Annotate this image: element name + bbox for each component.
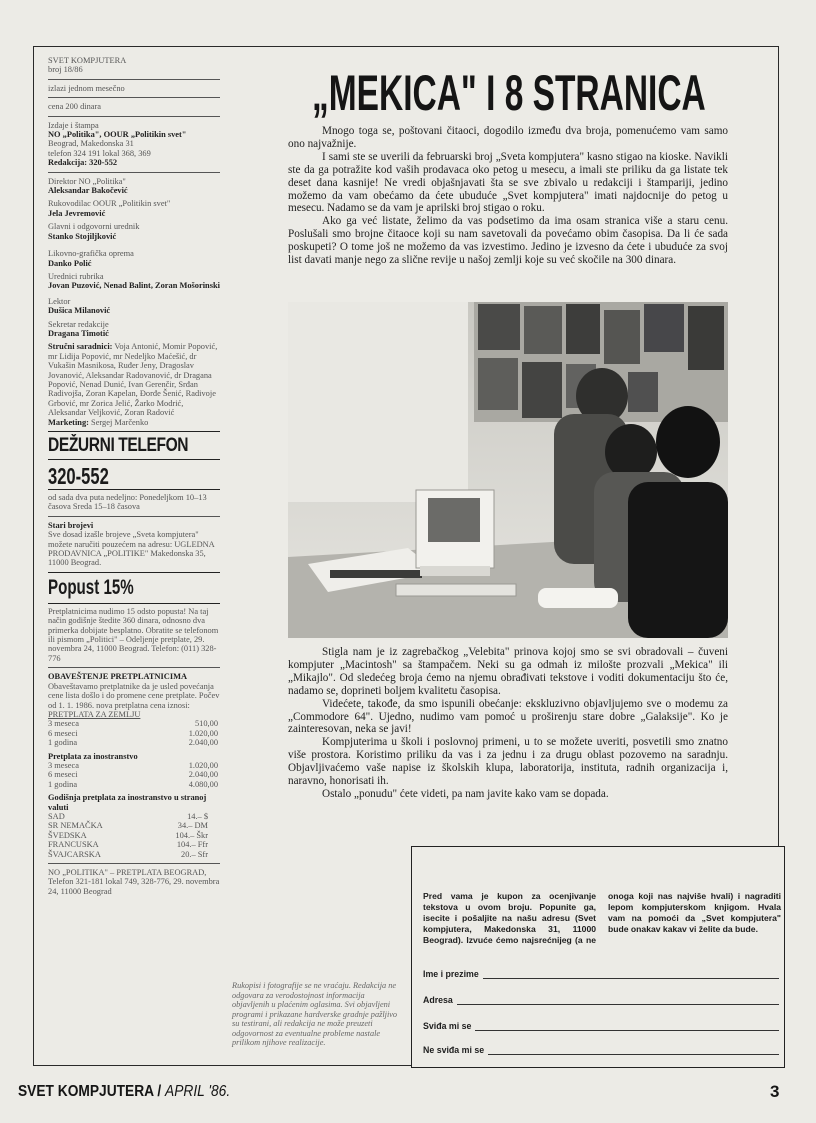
coupon-likes-field[interactable] [423, 1021, 779, 1031]
divider [48, 79, 220, 80]
art-name: Danko Polić [48, 258, 92, 268]
price-row: 3 meseca 510,00 [48, 719, 218, 729]
coupon-instructions: Pred vama je kupon za ocenjivanje tekstova u ovom broju. Popunite ga, isecite i pošaljite na našu adresu (Svet kompjutera, Makedonska 31, 11000 Beograd). Izvuće ćemo najsrećnijeg (a ne onoga koji nas najviše hvali) i nagraditi lepom kompjuterskom knjigom. Hvala vam na pomoći da „Svet kompjutera" bude onakav kakav vi želite da bude. [423, 891, 781, 945]
section-editors-label: Urednici rubrika [48, 271, 104, 281]
article-paragraph: Kompjuterima u školi i poslovnoj primeni, u to se možete uveriti, posvetili smo znatno više prostora. Koristimo priliku da vas i za jednu i za drugu oblast pozovemo na saradnju. Objavljivaćemo vaše napise iz školskih klupa, laboratorija, instituta, radnih organizacija i, naravno, honorisati ih. [288, 736, 728, 788]
proofreader-name: Dušica Milanović [48, 306, 111, 316]
subscription-address: NO „POLITIKA" – PRETPLATA BEOGRAD, Telefon 321-181 lokal 749, 328-776, 29. novembra 24, 11000 Beograd [48, 868, 220, 896]
foreign-title: Pretplata za inostranstvo [48, 751, 138, 761]
page-number: 3 [770, 1082, 780, 1101]
price-row: ŠVAJCARSKA 20.– Sfr [48, 849, 208, 859]
coupon-address-field[interactable] [423, 995, 779, 1005]
article-paragraph: Mnogo toga se, poštovani čitaoci, dogodilo između dva broja, pomenućemo vam samo ono najvažnije. [288, 125, 728, 150]
coupon-address-label: Adresa [423, 995, 453, 1005]
contributors-label: Stručni saradnici: [48, 342, 113, 352]
price-row: 6 meseci 1.020,00 [48, 728, 218, 738]
divider [48, 116, 220, 117]
price-row: SR NEMAČKA 34.– DM [48, 821, 208, 831]
editorial-phone: Redakcija: 320-552 [48, 158, 118, 168]
coupon-name-label: Ime i prezime [423, 969, 479, 979]
photo-computer-room [288, 302, 728, 638]
editor-name: Stanko Stojiljković [48, 231, 117, 241]
divider [48, 603, 220, 604]
divider [48, 459, 220, 460]
divider [48, 863, 220, 864]
divider [48, 172, 220, 173]
coupon-dislikes-label: Ne sviđa mi se [423, 1045, 485, 1055]
price-row: 1 godina 4.080,00 [48, 779, 218, 789]
divider [48, 489, 220, 490]
article-intro [288, 125, 728, 267]
article-headline: „MEKICA" I 8 STRANICA [312, 65, 706, 121]
impressum-issue: broj 18/86 [48, 65, 83, 75]
divider [48, 667, 220, 668]
ooUR-head-name: Jela Jevremović [48, 208, 106, 218]
coupon-likes-line[interactable] [475, 1023, 779, 1031]
marketing-label: Marketing: [48, 417, 89, 427]
duty-phone-title: DEŽURNI TELEFON [48, 435, 189, 456]
price-row: SAD 14.– $ [48, 811, 208, 821]
domestic-title: PRETPLATA ZA ZEMLJU [48, 709, 141, 719]
contributors-names: Voja Antonić, Momir Popović, mr Lidija Popović, mr Nedeljko Maćešić, dr Vukašin Masnikosa, Ruđer Jeny, Dragoslav Jovanović, Aleksandar Radovanović, dr Dragana Popović, Nenad Dunić, Ivan Gerenčir, Srđan Radivojša, Zoran Kapelan, Đorđe Šenić, Radivoje Grbović, mr Zorica Jelić, Žarko Modrić, Aleksandar Veljković, Zoran Radović [48, 342, 218, 418]
publisher-address: Beograd, Makedonska 31 [48, 139, 134, 149]
coupon-name-field[interactable] [423, 969, 779, 979]
secretary-name: Dragana Timotić [48, 328, 109, 338]
ooUR-head-label: Rukovodilac OOUR „Politikin svet" [48, 199, 171, 209]
discount-title: Popust 15% [48, 575, 134, 599]
secretary-label: Sekretar redakcije [48, 319, 109, 329]
coupon-likes-label: Sviđa mi se [423, 1021, 472, 1031]
price-row: ŠVEDSKA 104.– Škr [48, 830, 208, 840]
article-paragraph: Ako ga već listate, želimo da vas podsetimo da ima osam stranica više a staru cenu. Poslušali smo brojne čitaoce koji su nam savetovali da povećamo obim časopisa. Da li će sada poskupeti? O tome još ne možemo da vas izvestimo. Jedino je izvesno da ćete i ubuduće za svoj list davati manje nego za slične revije u našoj zemlji koje su već skočile na 300 dinara. [288, 215, 728, 267]
article-paragraph: I sami ste se uverili da februarski broj „Sveta kompjutera" kasno stigao na kioske. Navikli ste da ga potražite kod vaših prodavaca oko petog u mesecu, a imali ste priliku da ga listate tek deset dana kasnije! Ne vredi objašnjavati šta se sve zbivalo u redakciji i štampariji, jedino možemo da vam obećamo da ćete ubuduće „Svet kompjutera" imati najdocnije do petog u mesecu. Nadamo se da vam je aprilski broj stigao o roku. [288, 150, 728, 215]
article-paragraph: Videćete, takođe, da smo ispunili obećanje: ekskluzivno objavljujemo sve o modemu za „Commodore 64". Ujedno, nudimo vam pomoć u proširenju stare dobre „Galaksije". Ko je zainteresovan, neka se javi! [288, 697, 728, 736]
rating-coupon [411, 846, 785, 1068]
duty-phone-hours: od sada dva puta nedeljno: Ponedeljkom 10–13 časova Sreda 15–18 časova [48, 493, 207, 512]
coupon-address-line[interactable] [457, 997, 779, 1005]
duty-phone-number: 320-552 [48, 463, 109, 489]
divider [48, 431, 220, 432]
article-lower [288, 646, 728, 801]
impressum-price: cena 200 dinara [48, 102, 102, 112]
price-row: FRANCUSKA 104.– Ffr [48, 840, 208, 850]
price-row: 3 meseca 1.020,00 [48, 760, 218, 770]
divider [48, 572, 220, 573]
price-row: 1 godina 2.040,00 [48, 738, 218, 748]
art-label: Likovno-grafička oprema [48, 249, 134, 259]
impressum-column [48, 54, 220, 1064]
currency-title: Godišnja pretplata za inostranstvo u stranoj valuti [48, 793, 207, 812]
coupon-dislikes-field[interactable] [423, 1045, 779, 1055]
marketing-name: Sergej Marčenko [91, 417, 149, 427]
divider [48, 97, 220, 98]
publisher-name: NO „Politika", OOUR „Politikin svet" [48, 130, 187, 140]
impressum-frequency: izlazi jednom mesečno [48, 83, 125, 93]
article-paragraph: Ostalo „ponudu" ćete videti, pa nam javite kako vam se dopada. [322, 787, 609, 800]
price-row: 6 meseci 2.040,00 [48, 770, 218, 780]
section-editors-names: Jovan Puzović, Nenad Balint, Zoran Mošorinski [48, 281, 220, 291]
footer-issue: APRIL '86. [165, 1083, 231, 1100]
director-label: Direktor NO „Politika" [48, 176, 126, 186]
proofreader-label: Lektor [48, 296, 71, 306]
subscription-notice-title: OBAVEŠTENJE PRETPLATNICIMA [48, 672, 188, 682]
discount-text: Pretplatnicima nudimo 15 odsto popusta! Na taj način godišnje štedite 360 dinara, odnosno dva primerka dobijate besplatno. Obratite se telefonom ili pismom „Politici" – Odeljenje pretplate, 29. novembra 24, 11000 Beograd. Telefon: (011) 328-776 [48, 606, 219, 663]
subscription-notice-text: Obaveštavamo pretplatnike da je usled povećanja cene lista došlo i do promene cene pretplate. Počev od 1. 1. 1986. nova pretplatna cena iznosi: [48, 681, 220, 710]
back-issues-text: Sve dosad izašle brojeve „Sveta kompjutera" možete naručiti pouzećem na adresu: UGLEDNA PRODAVNICA „POLITIKE" Makedonska 35, 11000 Beograd. [48, 530, 215, 568]
footer-magazine: SVET KOMPJUTERA / [18, 1083, 162, 1100]
director-name: Aleksandar Bakočević [48, 186, 128, 196]
coupon-name-line[interactable] [483, 971, 779, 979]
impressum-magazine: SVET KOMPJUTERA [48, 56, 127, 65]
editorial-disclaimer: Rukopisi i fotografije se ne vraćaju. Redakcija ne odgovara za verodostojnost informacija objavljenih u plaćenim oglasima. Svi objavljeni programi i prikazane hardverske gradnje pažljivo su testirani, ali redakcija ne može preuzeti odgovornost za eventualne probleme nastale prilikom njihove realizacije. [232, 981, 398, 1047]
photo-computer-room-icon [288, 302, 728, 638]
back-issues-title: Stari brojevi [48, 520, 94, 530]
page-footer [18, 1083, 230, 1101]
coupon-dislikes-line[interactable] [488, 1047, 779, 1055]
publisher-label: Izdaje i štampa [48, 120, 99, 130]
editor-label: Glavni i odgovorni urednik [48, 222, 140, 232]
article-paragraph: Stigla nam je iz zagrebačkog „Velebita" prinova kojoj smo se svi obradovali – čuveni kompjuter „Macintosh" sa štampačem. Neki su ga odmah iz milošte prozvali „Mekica" ili „Mikajlo". Od sledećeg broja ćemo na njemu obrađivati tekstove i voditi dokumentaciju što će, nadamo se, doprineti boljem kvalitetu časopisa. [288, 646, 728, 697]
publisher-phone: telefon 324 191 lokal 368, 369 [48, 148, 151, 158]
divider [48, 516, 220, 517]
